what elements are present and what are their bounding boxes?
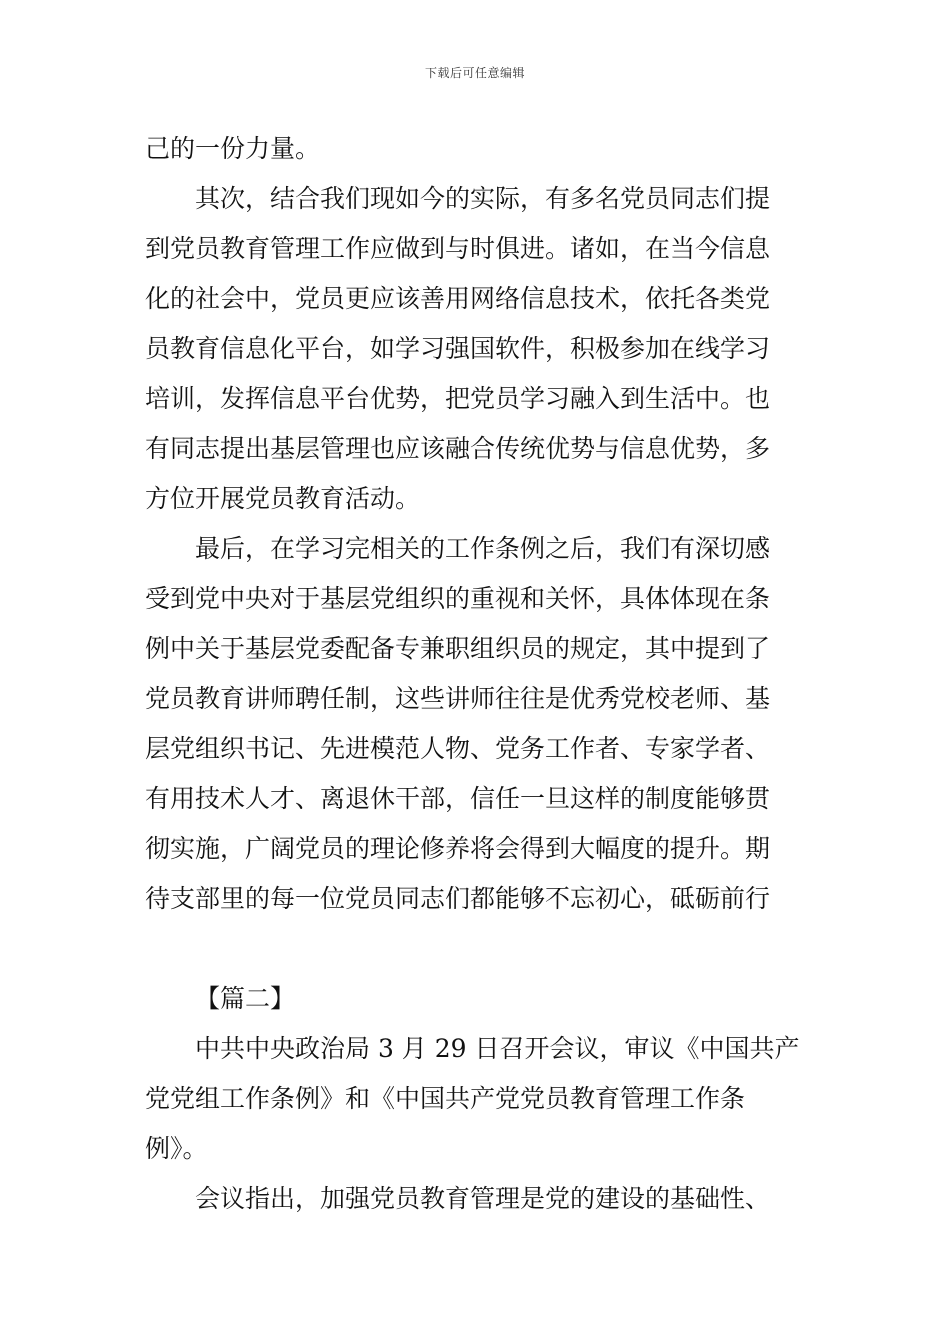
- section-spacer: [145, 924, 815, 974]
- section-heading: 【篇二】: [195, 984, 296, 1013]
- paragraph-secondly: [145, 174, 815, 524]
- text-line: 层党组织书记、先进模范人物、党务工作者、专家学者、: [145, 734, 771, 763]
- page-header: 下载后可任意编辑: [424, 66, 525, 80]
- text-line: 其次，结合我们现如今的实际，有多名党员同志们提: [195, 184, 771, 213]
- text-line: 党员教育讲师聘任制，这些讲师往往是优秀党校老师、基: [145, 684, 771, 713]
- text-line: 会议指出，加强党员教育管理是党的建设的基础性、: [195, 1184, 771, 1213]
- text-line: 有同志提出基层管理也应该融合传统优势与信息优势，多: [145, 434, 771, 463]
- paragraph-finally: [145, 524, 815, 924]
- paragraph-politburo-meeting: [145, 1024, 815, 1174]
- text-line: 彻实施，广阔党员的理论修养将会得到大幅度的提升。期: [145, 834, 771, 863]
- text-line: 中共中央政治局 3 月 29 日召开会议，审议《中国共产: [195, 1034, 800, 1063]
- paragraph-meeting-points: [145, 1174, 815, 1224]
- text-line: 培训，发挥信息平台优势，把党员学习融入到生活中。也: [145, 384, 771, 413]
- text-line: 员教育信息化平台，如学习强国软件，积极参加在线学习: [145, 334, 771, 363]
- text-line: 受到党中央对于基层党组织的重视和关怀，具体体现在条: [145, 584, 771, 613]
- text-line: 待支部里的每一位党员同志们都能够不忘初心，砥砺前行: [145, 884, 771, 913]
- text-line: 有用技术人才、离退休干部，信任一旦这样的制度能够贯: [145, 784, 771, 813]
- document-body: [145, 124, 815, 1224]
- paragraph-continuation: [145, 124, 815, 174]
- text-line: 例中关于基层党委配备专兼职组织员的规定，其中提到了: [145, 634, 771, 663]
- text-line: 到党员教育管理工作应做到与时俱进。诸如，在当今信息: [145, 234, 771, 263]
- text-line: 化的社会中，党员更应该善用网络信息技术，依托各类党: [145, 284, 771, 313]
- text-line: 例》。: [145, 1134, 208, 1163]
- text-line: 党党组工作条例》和《中国共产党党员教育管理工作条: [145, 1084, 746, 1113]
- text-line: 最后，在学习完相关的工作条例之后，我们有深切感: [195, 534, 771, 563]
- text-line: 己的一份力量。: [145, 134, 321, 163]
- text-line: 方位开展党员教育活动。: [145, 484, 421, 513]
